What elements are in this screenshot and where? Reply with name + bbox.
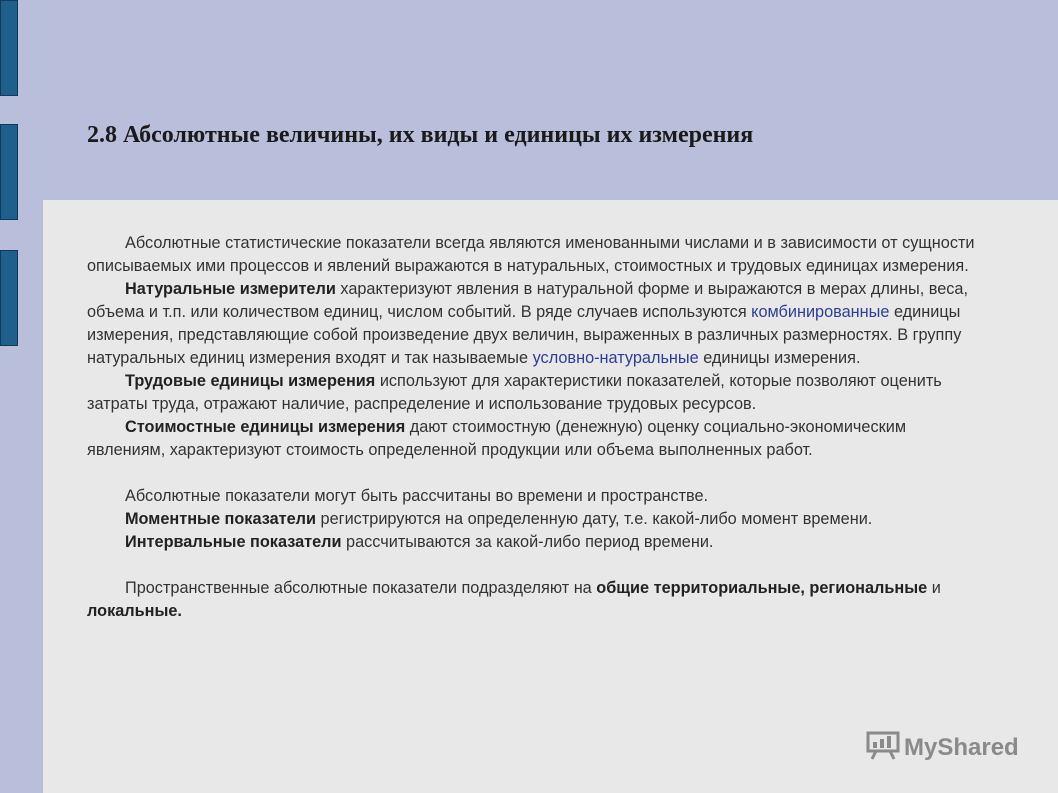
myshared-logo[interactable] (866, 730, 1019, 765)
paragraph-spatial-text-1: Пространственные абсолютные показатели подразделяют на (125, 579, 597, 597)
paragraph-spatial (87, 577, 987, 623)
paragraph-cost (87, 416, 987, 462)
accent-bar-middle (0, 124, 18, 220)
spacer (87, 554, 987, 577)
paragraph-moment (87, 508, 987, 531)
paragraph-natural-text-2: единицы измерения, представляющие собой произведение двух величин, выраженных в различных размерностях. В группу натуральных единиц измерения входят и так называемые (87, 303, 962, 367)
link-conditionally-natural[interactable]: условно-натуральные (532, 349, 699, 367)
slide-body (87, 232, 987, 623)
term-moment: Моментные показатели (125, 510, 317, 528)
spacer (87, 462, 987, 485)
paragraph-interval-text: рассчитываются за какой-либо период времени. (341, 533, 714, 551)
paragraph-natural-text-3: единицы измерения. (698, 349, 861, 367)
accent-bar-bottom (0, 250, 18, 346)
link-combined[interactable]: комбинированные (751, 303, 890, 321)
paragraph-labor-text: используют для характеристики показателей, которые позволяют оценить затраты труда, отражают наличие, распределение и использование трудовых ресурсов. (87, 372, 942, 413)
presentation-board-icon (866, 730, 900, 765)
term-local: локальные. (87, 602, 182, 620)
paragraph-natural-text-1: характеризуют явления в натуральной форме и выражаются в мерах длины, веса, объема и т.п. или количеством единиц, числом событий. В ряде случаев используются (87, 280, 968, 321)
paragraph-cost-text: дают стоимостную (денежную) оценку социально-экономическим явлениям, характеризуют стоимость определенной продукции или объема выполненных работ. (87, 418, 907, 459)
paragraph-spatial-text-2: и (927, 579, 941, 597)
paragraph-time-space: Абсолютные показатели могут быть рассчитаны во времени и пространстве. (125, 487, 709, 505)
term-natural: Натуральные измерители (125, 280, 336, 298)
slide-title: 2.8 Абсолютные величины, их виды и единицы их измерения (87, 122, 754, 148)
paragraph-moment-text: регистрируются на определенную дату, т.е. какой-либо момент времени. (316, 510, 873, 528)
accent-bar-top (0, 0, 18, 96)
term-cost: Стоимостные единицы измерения (125, 418, 406, 436)
term-interval: Интервальные показатели (125, 533, 342, 551)
term-territorial-regional: общие территориальные, региональные (596, 579, 928, 597)
paragraph-natural (87, 278, 987, 370)
term-labor: Трудовые единицы измерения (125, 372, 376, 390)
paragraph-intro: Абсолютные статистические показатели всегда являются именованными числами и в зависимости от сущности описываемых ими процессов и явлений выражаются в натуральных, стоимостных и трудовых единицах измерения. (87, 234, 975, 275)
logo-text: MyShared (904, 733, 1019, 761)
paragraph-interval (87, 531, 987, 554)
paragraph-labor (87, 370, 987, 416)
